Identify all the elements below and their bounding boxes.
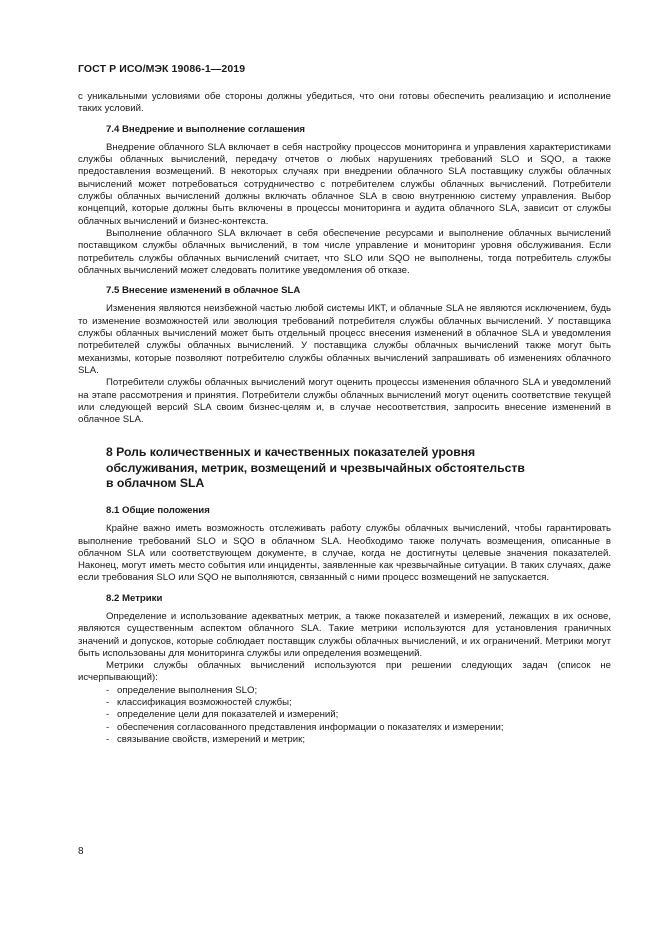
section-title-line: 8 Роль количественных и качественных показателей уровня — [106, 445, 476, 460]
paragraph: Определение и использование адекватных метрик, а также показателей и измерений, лежащих в их основе, являются существенным аспектом облачного SLA. Такие метрики используются для установления граничных значений и допусков, которые соблюдает поставщик службы облачных вычислений, и их ограничений. Метрики могут быть использованы для мониторинга службы или определения возмещений. — [78, 611, 611, 659]
page-content — [78, 91, 611, 746]
subsection-title-8-2: 8.2 Метрики — [106, 592, 163, 604]
paragraph: Крайне важно иметь возможность отслеживать работу службы облачных вычислений, чтобы гарантировать выполнение требований SLO и SQO в облачном SLA. Необходимо также получать возмещения, описанные в облачном SLA или соответствующем документе, в случае, когда не достигнуты целевые значения показателей. Наконец, могут иметь место события или инциденты, заявленные как чрезвычайные ситуации. В таких случаях, даже если требования SLO или SQO не выполняются, связанный с ними процесс возмещений не запускается. — [78, 523, 611, 584]
list-item: - связывание свойств, измерений и метрик; — [106, 734, 611, 746]
page-number: 8 — [78, 846, 84, 857]
subsection-title-7-4: 7.4 Внедрение и выполнение соглашения — [106, 123, 306, 135]
list-item: - определение выполнения SLO; — [106, 685, 611, 697]
intro-paragraph: с уникальными условиями обе стороны должны убедиться, что они готовы обеспечить реализацию и исполнение таких условий. — [78, 91, 611, 115]
paragraph: Внедрение облачного SLA включает в себя настройку процессов мониторинга и управления характеристиками службы облачных вычислений, передачу отчетов о любых нарушениях требований SLO и SQO, а также предоставления возмещений. В некоторых случаях при внедрении облачного SLA поставщику службы облачных вычислений может потребоваться сотрудничество с потребителем службы облачных вычислений. Потребители службы облачных вычислений должны включать облачное SLA в свою внутреннюю систему управления. Выбор концепций, которые должны быть включены в процессы мониторинга и аудита облачного SLA, зависит от службы облачных вычислений и бизнес-контекста. — [78, 141, 611, 227]
task-list — [78, 685, 611, 746]
list-item: - обеспечения согласованного представления информации о показателях и измерении; — [106, 722, 611, 734]
subsection-title-8-1: 8.1 Общие положения — [106, 504, 210, 516]
section-title-line: обслуживания, метрик, возмещений и чрезвычайных обстоятельств — [106, 460, 525, 475]
subsection-title-7-5: 7.5 Внесение изменений в облачное SLA — [106, 285, 301, 297]
paragraph: Метрики службы облачных вычислений используются при решении следующих задач (список не исчерпывающий): — [78, 660, 611, 684]
list-item: - определение цели для показателей и измерений; — [106, 709, 611, 721]
section-title-line: в облачном SLA — [106, 476, 205, 491]
paragraph: Потребители службы облачных вычислений могут оценить процессы изменения облачного SLA и уведомлений на этапе рассмотрения и принятия. Потребители службы облачных вычислений могут оценить соответствие текущей или следующей версий SLA своим бизнес-целям и, в случае несоответствия, запросить внесение изменений в облачное SLA. — [78, 377, 611, 426]
running-header: ГОСТ Р ИСО/МЭК 19086-1—2019 — [78, 63, 246, 75]
list-item: - классификация возможностей службы; — [106, 697, 611, 709]
paragraph: Выполнение облачного SLA включает в себя обеспечение ресурсами и выполнение облачных вычислений поставщиком службы облачных вычислений, в том числе управление и мониторинг уровня обслуживания. Если потребитель службы облачных вычислений считает, что SLO или SQO не выполнены, тогда потребитель службы облачных вычислений может следовать политике уведомления об отказе. — [78, 227, 611, 276]
section-title-8 — [106, 445, 611, 492]
paragraph: Изменения являются неизбежной частью любой системы ИКТ, и облачные SLA не являются исключением, будь то изменение возможностей или эволюция требований потребителя службы облачных вычислений. У поставщика службы облачных вычислений может быть отдельный процесс внесения изменений в облачное SLA и уведомления потребителей службы облачных вычислений. У поставщика службы облачных вычислений также могут быть механизмы, которые позволяют потребителю службы облачных вычислений запрашивать об изменениях облачного SLA. — [78, 303, 611, 376]
